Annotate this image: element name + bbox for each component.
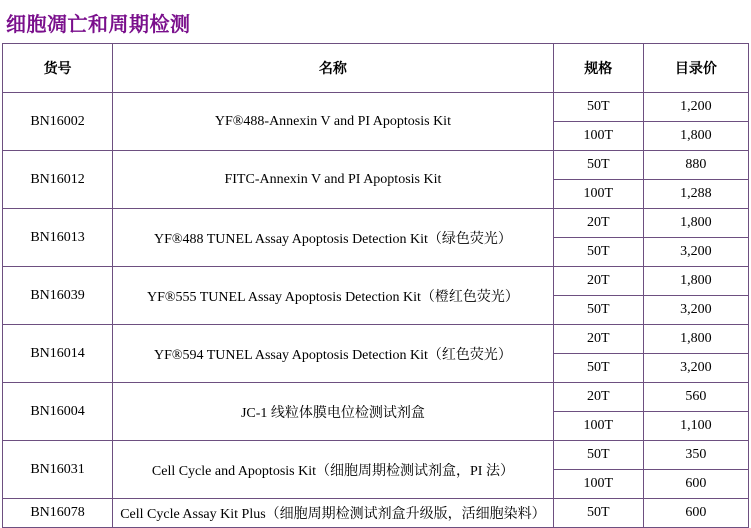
table-row	[3, 499, 749, 528]
product-spec: 100T	[553, 122, 643, 151]
column-header-code: 货号	[3, 44, 113, 93]
product-price: 1,100	[643, 412, 748, 441]
product-name: YF®555 TUNEL Assay Apoptosis Detection Kit（橙红色荧光）	[113, 267, 554, 325]
column-header-price: 目录价	[643, 44, 748, 93]
product-spec: 50T	[553, 93, 643, 122]
product-code: BN16012	[3, 151, 113, 209]
product-price: 3,200	[643, 238, 748, 267]
product-price: 3,200	[643, 296, 748, 325]
product-spec: 100T	[553, 180, 643, 209]
product-price: 1,800	[643, 209, 748, 238]
product-code: BN16078	[3, 499, 113, 528]
product-spec: 20T	[553, 383, 643, 412]
product-code: BN16031	[3, 441, 113, 499]
product-spec: 50T	[553, 354, 643, 383]
product-price: 560	[643, 383, 748, 412]
product-price: 600	[643, 499, 748, 528]
product-name: FITC-Annexin V and PI Apoptosis Kit	[113, 151, 554, 209]
product-price: 3,200	[643, 354, 748, 383]
column-header-spec: 规格	[553, 44, 643, 93]
product-spec: 50T	[553, 238, 643, 267]
product-name: YF®488 TUNEL Assay Apoptosis Detection Kit（绿色荧光）	[113, 209, 554, 267]
product-spec: 20T	[553, 325, 643, 354]
product-spec: 50T	[553, 499, 643, 528]
product-code: BN16039	[3, 267, 113, 325]
product-spec: 20T	[553, 267, 643, 296]
page-title: 细胞凋亡和周期检测	[6, 14, 191, 36]
product-code: BN16014	[3, 325, 113, 383]
product-name: Cell Cycle and Apoptosis Kit（细胞周期检测试剂盒，PI 法）	[113, 441, 554, 499]
product-spec: 100T	[553, 470, 643, 499]
table-row	[3, 267, 749, 296]
product-price: 600	[643, 470, 748, 499]
product-price: 880	[643, 151, 748, 180]
product-code: BN16004	[3, 383, 113, 441]
product-name: JC-1 线粒体膜电位检测试剂盒	[113, 383, 554, 441]
table-row	[3, 209, 749, 238]
product-spec: 50T	[553, 296, 643, 325]
product-name: Cell Cycle Assay Kit Plus（细胞周期检测试剂盒升级版，活细胞染料）	[113, 499, 554, 528]
product-price: 1,200	[643, 93, 748, 122]
product-spec: 50T	[553, 441, 643, 470]
product-price: 1,800	[643, 122, 748, 151]
product-price: 1,800	[643, 325, 748, 354]
table-body	[3, 93, 749, 528]
table-row	[3, 151, 749, 180]
table-row	[3, 325, 749, 354]
table-header	[3, 44, 749, 93]
table-row	[3, 93, 749, 122]
product-code: BN16002	[3, 93, 113, 151]
table-row	[3, 441, 749, 470]
table-row	[3, 383, 749, 412]
product-name: YF®594 TUNEL Assay Apoptosis Detection Kit（红色荧光）	[113, 325, 554, 383]
product-code: BN16013	[3, 209, 113, 267]
product-spec: 50T	[553, 151, 643, 180]
product-name: YF®488-Annexin V and PI Apoptosis Kit	[113, 93, 554, 151]
product-price: 1,800	[643, 267, 748, 296]
product-spec: 100T	[553, 412, 643, 441]
column-header-name: 名称	[113, 44, 554, 93]
product-price: 350	[643, 441, 748, 470]
table-header-row	[3, 44, 749, 93]
product-spec: 20T	[553, 209, 643, 238]
product-price: 1,288	[643, 180, 748, 209]
product-price-table	[2, 43, 749, 528]
